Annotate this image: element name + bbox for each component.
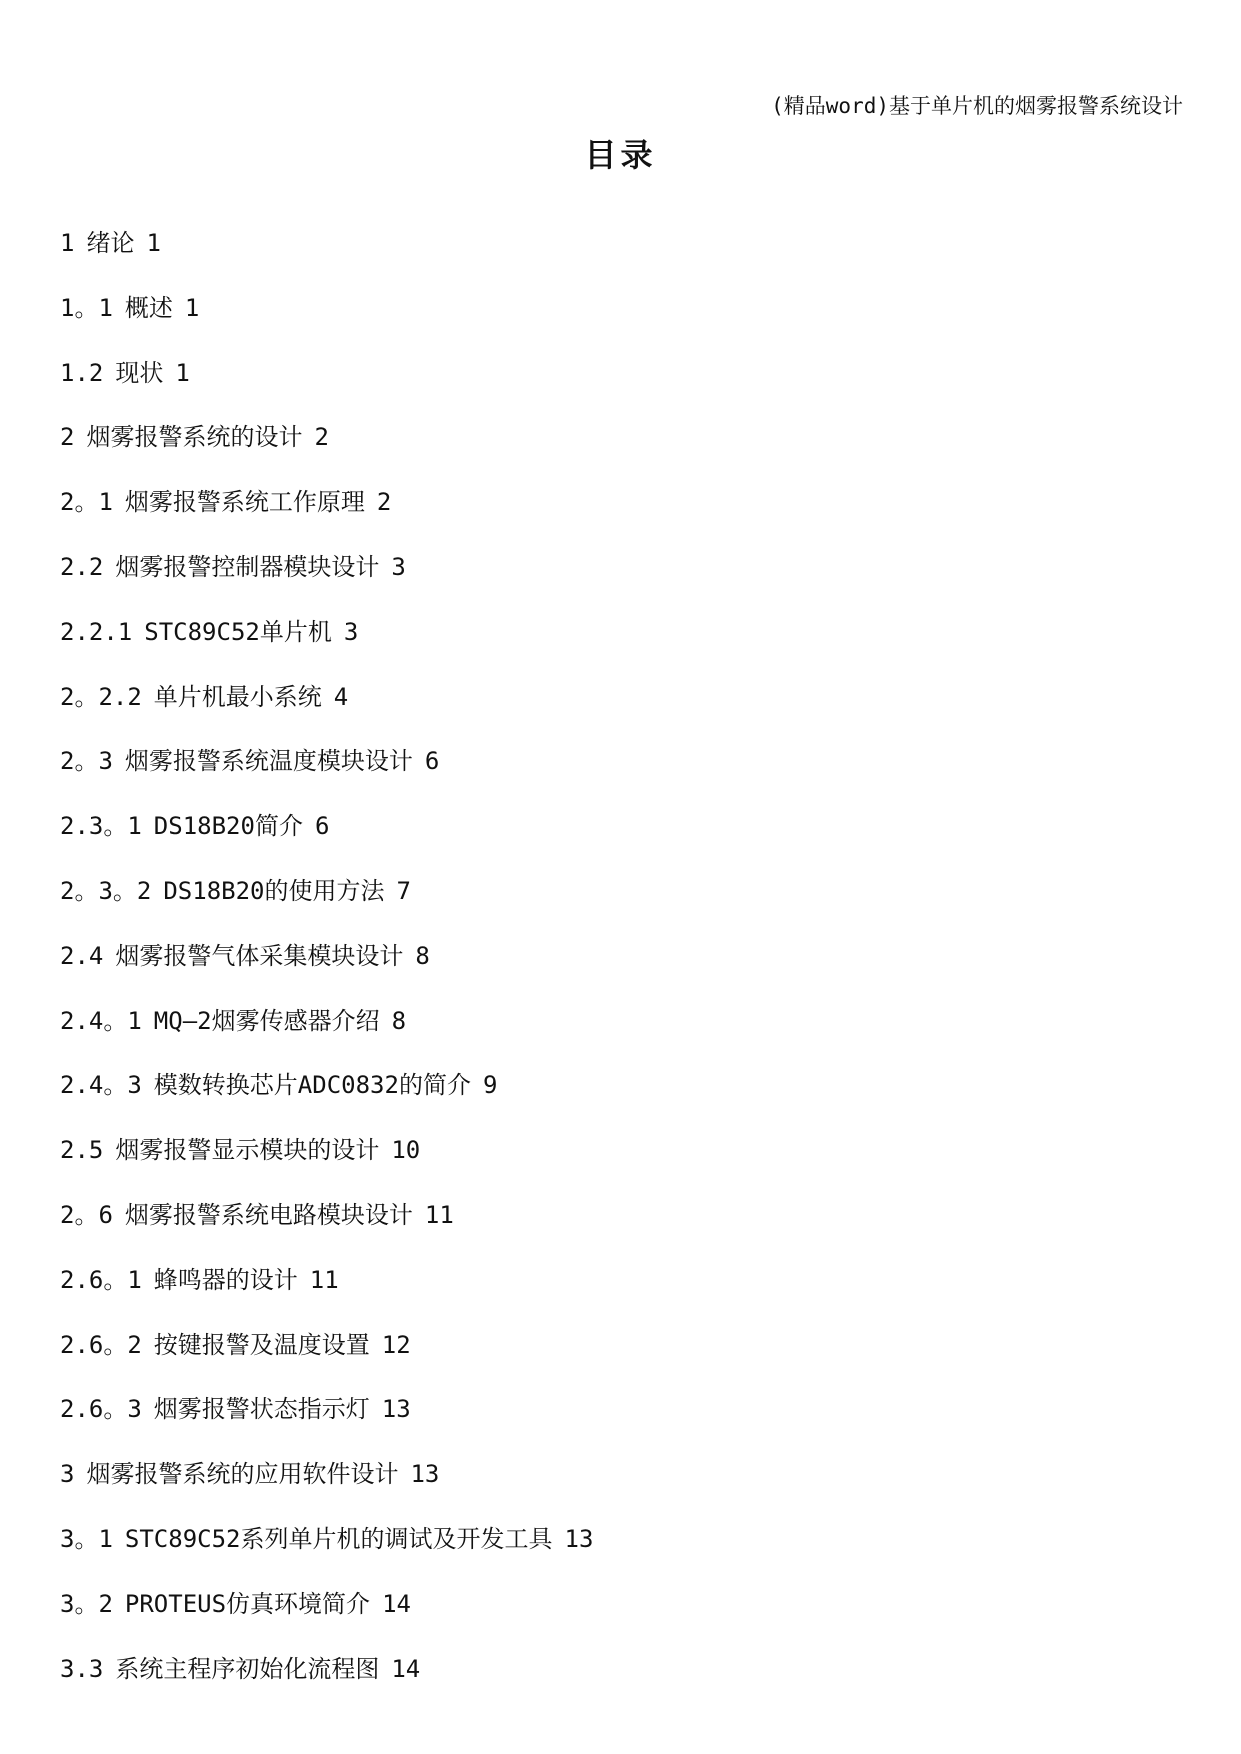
toc-entry-number: 2 [60,423,75,452]
toc-entry-page-number: 3 [391,552,406,581]
toc-entry[interactable] [60,422,593,487]
toc-entry-number: 2。1 [60,488,113,517]
toc-entry[interactable] [60,1394,593,1459]
toc-entry-page-number: 11 [309,1265,339,1294]
toc-entry-title: 烟雾报警状态指示灯 [153,1395,370,1424]
toc-entry-page-number: 12 [381,1330,411,1359]
toc-entry-title: DS18B20简介 [153,812,303,841]
toc-entry[interactable] [60,1265,593,1330]
toc-entry[interactable] [60,1135,593,1200]
toc-entry-number: 2.5 [60,1136,104,1165]
toc-entry-page-number: 6 [314,812,330,841]
toc-entry-page-number: 2 [314,423,329,452]
toc-entry[interactable] [60,228,593,293]
toc-entry-title: 烟雾报警系统工作原理 [124,488,365,517]
toc-entry-number: 2。2.2 [60,682,142,711]
toc-entry-page-number: 1 [184,293,200,322]
toc-entry-page-number: 10 [391,1136,421,1165]
toc-entry-page-number: 14 [382,1589,411,1618]
toc-entry[interactable] [60,487,593,552]
toc-entry-number: 3。2 [60,1589,113,1618]
toc-entry-title: 烟雾报警气体采集模块设计 [115,941,404,970]
toc-entry-title: 烟雾报警系统的设计 [86,423,303,452]
toc-entry-title: 单片机最小系统 [153,682,322,711]
toc-entry-page-number: 13 [564,1524,594,1553]
toc-entry-page-number: 8 [415,941,430,970]
toc-entry[interactable] [60,941,593,1006]
toc-entry[interactable] [60,1070,593,1135]
toc-entry-number: 2.2.1 [60,617,133,646]
toc-entry[interactable] [60,358,593,423]
toc-entry[interactable] [60,1654,593,1719]
toc-entry-number: 2.4。1 [60,1006,142,1035]
toc-entry-title: 现状 [115,358,164,387]
toc-entry-page-number: 4 [333,682,349,711]
toc-entry-number: 3。1 [60,1524,113,1553]
toc-entry-title: DS18B20的使用方法 [163,876,385,905]
toc-entry[interactable] [60,811,593,876]
toc-entry-number: 3.3 [60,1654,104,1683]
toc-entry-number: 2.2 [60,552,104,581]
toc-entry-page-number: 13 [381,1395,411,1424]
toc-entry-title: 概述 [124,293,173,322]
toc-entry-page-number: 9 [482,1071,498,1100]
toc-entry-title: 系统主程序初始化流程图 [115,1654,380,1683]
toc-entry-title: MQ—2烟雾传感器介绍 [153,1006,380,1035]
toc-entry[interactable] [60,746,593,811]
toc-entry-page-number: 3 [343,617,359,646]
toc-entry-page-number: 8 [391,1006,407,1035]
toc-entry-number: 2.6。2 [60,1330,142,1359]
toc-entry[interactable] [60,1006,593,1071]
toc-entry-title: 烟雾报警显示模块的设计 [115,1136,380,1165]
toc-entry-title: 按键报警及温度设置 [153,1330,370,1359]
toc-entry-title: 烟雾报警系统电路模块设计 [124,1200,413,1229]
toc-entry-page-number: 2 [376,488,392,517]
toc-entry-number: 2。3。2 [60,876,152,905]
toc-entry[interactable] [60,293,593,358]
toc-entry-title: 绪论 [86,229,135,257]
page-header: (精品word)基于单片机的烟雾报警系统设计 [771,94,1183,118]
toc-entry-number: 1。1 [60,293,113,322]
toc-entry-number: 2.3。1 [60,812,142,841]
toc-entry[interactable] [60,1330,593,1395]
toc-entry-number: 1 [60,229,75,257]
toc-entry-page-number: 6 [424,747,440,776]
toc-entry[interactable] [60,1589,593,1654]
toc-entry-number: 2.6。1 [60,1265,142,1294]
toc-entry-page-number: 1 [146,229,161,257]
toc-entry[interactable] [60,1524,593,1589]
toc-entry-page-number: 14 [391,1654,421,1683]
toc-entry-title: 烟雾报警系统温度模块设计 [124,747,413,776]
toc-entry-number: 2。3 [60,747,113,776]
toc-title: 目录 [584,136,657,174]
toc-entry[interactable] [60,876,593,941]
toc-entry-number: 1.2 [60,358,104,387]
toc-list [60,228,593,1718]
toc-entry[interactable] [60,1459,593,1524]
toc-entry-page-number: 13 [410,1460,440,1489]
toc-entry-page-number: 11 [424,1200,454,1229]
toc-entry-title: PROTEUS仿真环境简介 [124,1589,371,1618]
toc-entry-title: 蜂鸣器的设计 [153,1265,298,1294]
toc-entry[interactable] [60,617,593,682]
toc-entry-page-number: 7 [396,876,411,905]
toc-entry[interactable] [60,552,593,617]
toc-entry[interactable] [60,682,593,747]
toc-entry-number: 2.4 [60,941,104,970]
toc-entry-title: 烟雾报警控制器模块设计 [115,552,380,581]
toc-entry[interactable] [60,1200,593,1265]
toc-entry-title: 模数转换芯片ADC0832的简介 [153,1071,471,1100]
toc-entry-number: 2。6 [60,1200,113,1229]
toc-entry-title: STC89C52系列单片机的调试及开发工具 [124,1524,553,1553]
toc-entry-number: 3 [60,1460,75,1489]
toc-entry-title: STC89C52单片机 [144,617,332,646]
toc-entry-number: 2.4。3 [60,1071,142,1100]
toc-entry-number: 2.6。3 [60,1395,142,1424]
toc-entry-page-number: 1 [175,358,190,387]
toc-entry-title: 烟雾报警系统的应用软件设计 [86,1460,399,1489]
